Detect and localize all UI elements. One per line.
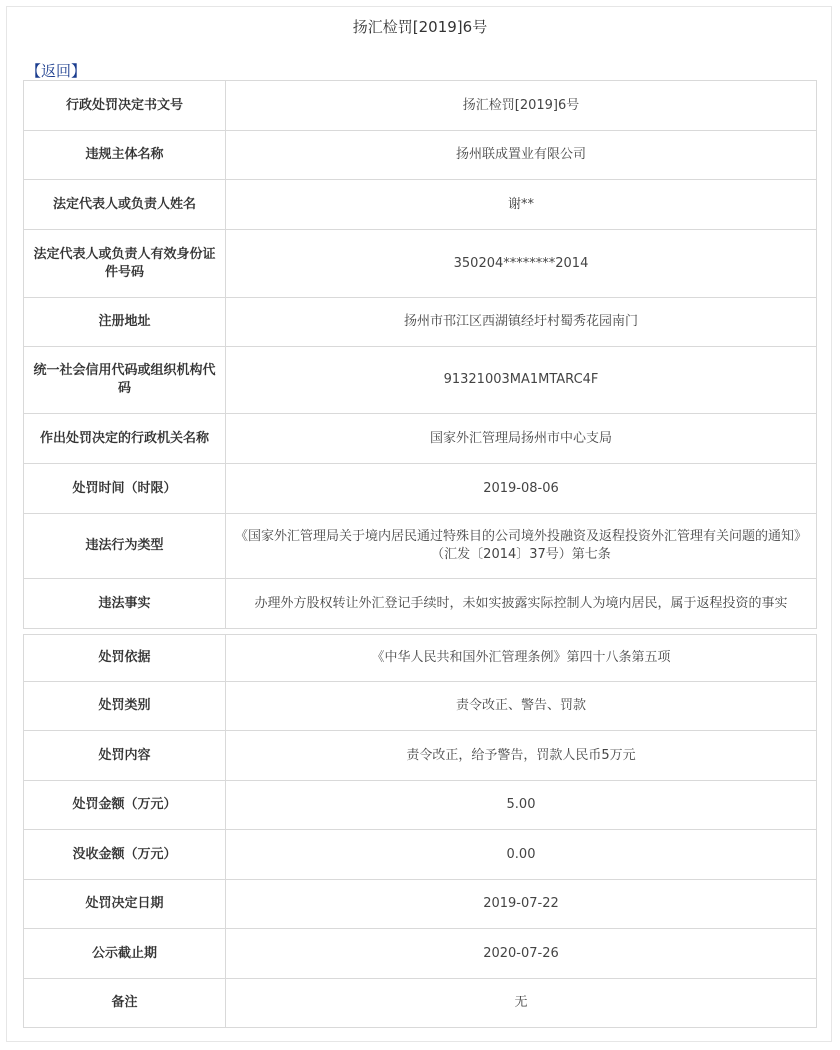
- row-label: 违法行为类型: [24, 514, 226, 579]
- table-row: [24, 979, 817, 1028]
- row-value: 扬州市邗江区西湖镇经圩村蜀秀花园南门: [226, 298, 817, 347]
- row-value: 5.00: [226, 781, 817, 830]
- row-value: 责令改正，给予警告，罚款人民币5万元: [226, 731, 817, 781]
- row-label: 违规主体名称: [24, 131, 226, 180]
- table-row: [24, 830, 817, 880]
- table-row: [24, 880, 817, 929]
- table-row: [24, 81, 817, 131]
- row-label: 行政处罚决定书文号: [24, 81, 226, 131]
- row-value: 2020-07-26: [226, 929, 817, 979]
- row-value: 350204********2014: [226, 230, 817, 298]
- row-label: 处罚依据: [24, 635, 226, 682]
- row-label: 处罚类别: [24, 682, 226, 731]
- row-label: 备注: [24, 979, 226, 1028]
- row-label: 作出处罚决定的行政机关名称: [24, 414, 226, 464]
- page-title: 扬汇检罚[2019]6号: [352, 18, 488, 36]
- table-row: [24, 414, 817, 464]
- table-row: [24, 180, 817, 230]
- row-value: 办理外方股权转让外汇登记手续时，未如实披露实际控制人为境内居民，属于返程投资的事实: [226, 579, 817, 629]
- row-value: 2019-08-06: [226, 464, 817, 514]
- row-label: 处罚时间（时限）: [24, 464, 226, 514]
- row-value: 扬州联成置业有限公司: [226, 131, 817, 180]
- row-label: 公示截止期: [24, 929, 226, 979]
- row-label: 没收金额（万元）: [24, 830, 226, 880]
- row-label: 法定代表人或负责人有效身份证件号码: [24, 230, 226, 298]
- table-row: [24, 464, 817, 514]
- table-row: [24, 514, 817, 579]
- penalty-info-table-upper: [23, 80, 817, 629]
- row-value: 2019-07-22: [226, 880, 817, 929]
- row-value: 谢**: [226, 180, 817, 230]
- table-row: [24, 682, 817, 731]
- table-row: [24, 579, 817, 629]
- back-link[interactable]: 【返回】: [26, 62, 87, 80]
- row-value: 91321003MA1MTARC4F: [226, 347, 817, 414]
- row-label: 违法事实: [24, 579, 226, 629]
- row-label: 处罚决定日期: [24, 880, 226, 929]
- row-label: 处罚金额（万元）: [24, 781, 226, 830]
- row-value: 0.00: [226, 830, 817, 880]
- table-row: [24, 731, 817, 781]
- row-value: 扬汇检罚[2019]6号: [226, 81, 817, 131]
- table-row: [24, 781, 817, 830]
- row-label: 处罚内容: [24, 731, 226, 781]
- table-row: [24, 347, 817, 414]
- row-label: 统一社会信用代码或组织机构代码: [24, 347, 226, 414]
- row-label: 注册地址: [24, 298, 226, 347]
- row-value: 无: [226, 979, 817, 1028]
- row-value: 《国家外汇管理局关于境内居民通过特殊目的公司境外投融资及返程投资外汇管理有关问题的通知》（汇发〔2014〕37号）第七条: [226, 514, 817, 579]
- row-value: 国家外汇管理局扬州市中心支局: [226, 414, 817, 464]
- table-row: [24, 298, 817, 347]
- row-value: 《中华人民共和国外汇管理条例》第四十八条第五项: [226, 635, 817, 682]
- row-label: 法定代表人或负责人姓名: [24, 180, 226, 230]
- penalty-info-table-lower: [23, 634, 817, 1028]
- table-row: [24, 635, 817, 682]
- table-row: [24, 230, 817, 298]
- table-row: [24, 929, 817, 979]
- row-value: 责令改正、警告、罚款: [226, 682, 817, 731]
- table-row: [24, 131, 817, 180]
